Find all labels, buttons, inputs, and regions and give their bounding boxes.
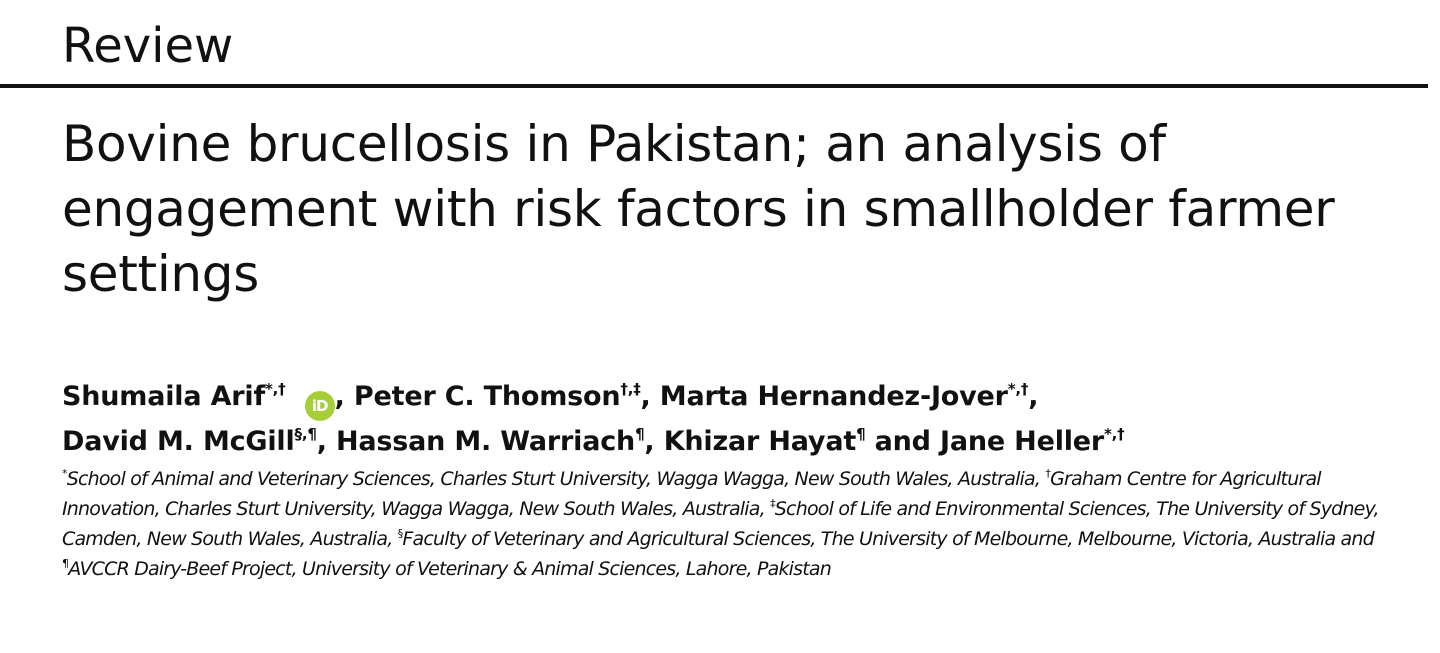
affiliation-text: School of Animal and Veterinary Sciences, Charles Sturt University, Wagga Wagga, New South Wales, Australia, — [66, 468, 1041, 490]
affiliation-text: School of Life and Environmental Sciences, The University of Sydney, Camden, New South Wales, Australia, — [62, 498, 1379, 550]
author-marks: §,¶ — [294, 425, 317, 443]
author-name: Peter C. Thomson — [353, 381, 621, 412]
author-separator: , — [316, 426, 327, 457]
author-conjunction: and — [874, 426, 931, 457]
author-marks: ¶ — [635, 425, 645, 443]
author-marks: ¶ — [856, 425, 866, 443]
affiliation-mark: † — [1045, 467, 1051, 480]
author-separator: , — [1028, 381, 1039, 412]
affiliation-text: Graham Centre for Agricultural Innovation, Charles Sturt University, Wagga Wagga, New South Wales, Australia, — [62, 468, 1321, 520]
affiliation-text: AVCCR Dairy-Beef Project, University of Veterinary & Animal Sciences, Lahore, Pakistan — [68, 558, 831, 580]
affiliation-list — [62, 464, 1402, 584]
header-rule — [0, 84, 1428, 88]
author-marks: †,‡ — [620, 380, 641, 398]
affiliation-text: Faculty of Veterinary and Agricultural Sciences, The University of Melbourne, Melbourne, Victoria, Australia and — [402, 528, 1374, 550]
author-name: Marta Hernandez-Jover — [659, 381, 1008, 412]
article-title: Bovine brucellosis in Pakistan; an analysis of engagement with risk factors in smallholder farmer settings — [62, 115, 1335, 303]
article-type-label: Review — [62, 18, 234, 74]
author-marks: *,† — [1007, 380, 1029, 398]
affiliation-mark: § — [397, 527, 403, 540]
author-name: Hassan M. Warriach — [335, 426, 636, 457]
affiliation-mark: ‡ — [770, 497, 775, 510]
author-separator: , — [644, 426, 655, 457]
author-name: David M. McGill — [62, 426, 295, 457]
author-name: Shumaila Arif — [62, 381, 265, 412]
author-marks: *,† — [265, 380, 286, 398]
affiliation-mark: * — [62, 467, 67, 480]
orcid-icon[interactable]: iD — [305, 391, 335, 421]
author-separator: , — [640, 381, 651, 412]
author-separator: , — [334, 381, 345, 412]
author-list — [62, 376, 1402, 463]
affiliation-mark: ¶ — [62, 557, 69, 570]
author-name: Khizar Hayat — [663, 426, 857, 457]
author-marks: *,† — [1104, 425, 1125, 443]
author-name: Jane Heller — [939, 426, 1105, 457]
